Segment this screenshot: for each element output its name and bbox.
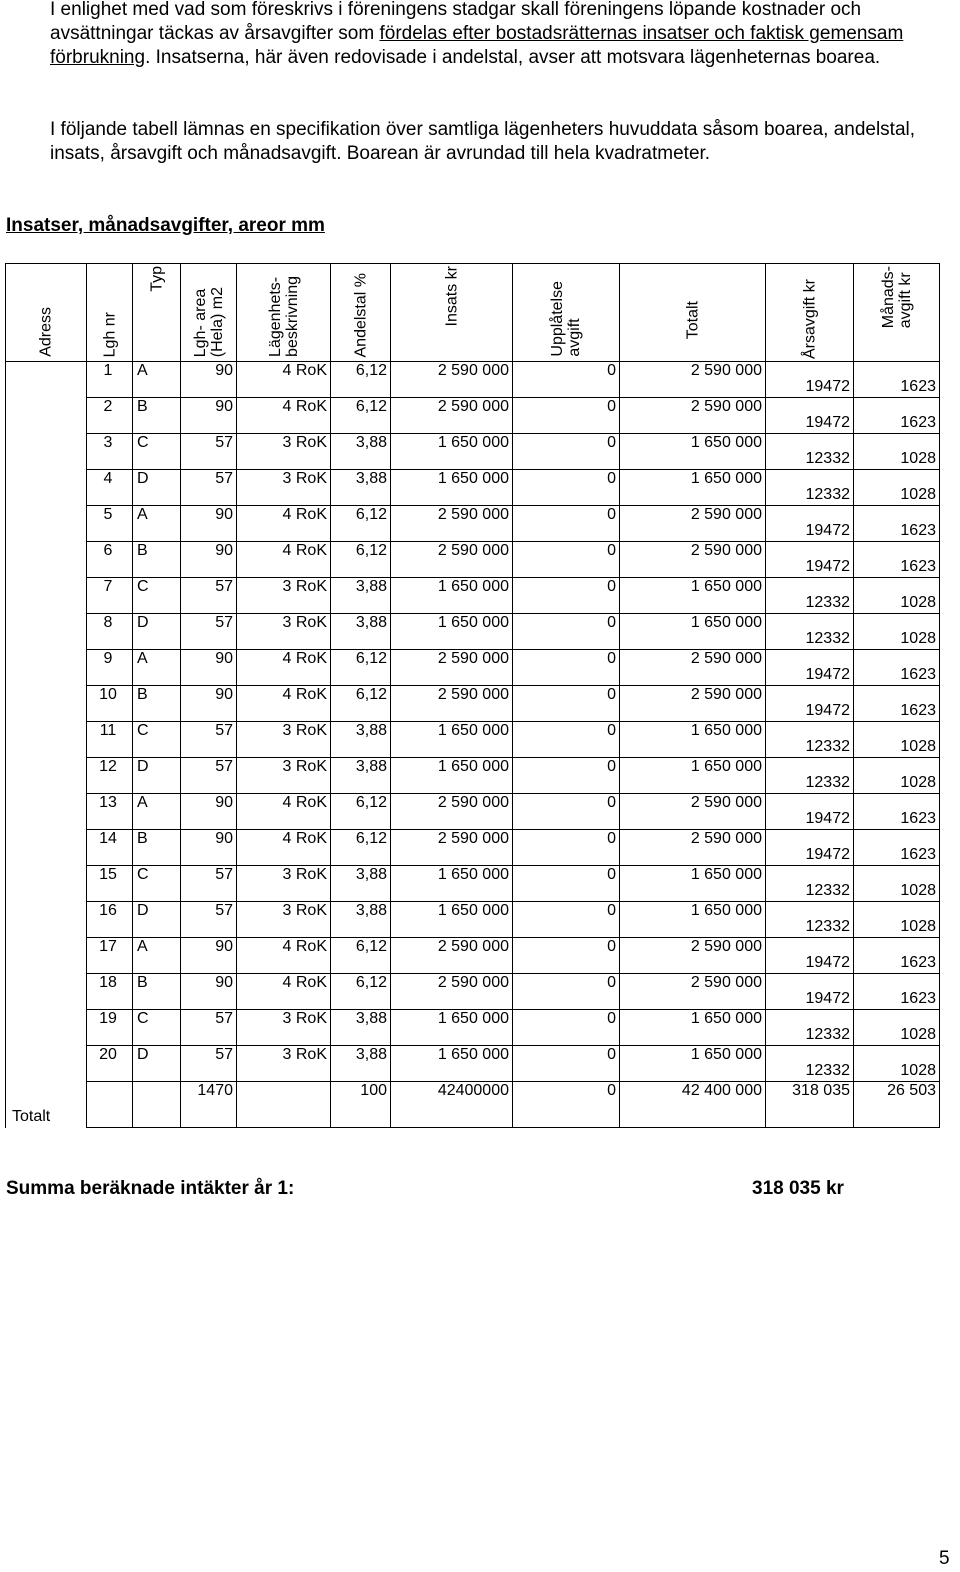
cell-man: 1623	[854, 830, 940, 866]
cell-ar: 19472	[766, 650, 854, 686]
cell-lgh: 20	[87, 1046, 133, 1082]
cell-man: 1028	[854, 614, 940, 650]
cell-totalt: 1 650 000	[620, 722, 766, 758]
cell-totalt: 2 590 000	[620, 542, 766, 578]
cell-man: 1028	[854, 434, 940, 470]
cell-ar: 19472	[766, 686, 854, 722]
cell-totalt: 1 650 000	[620, 758, 766, 794]
cell-area: 90	[181, 506, 237, 542]
cell-man: 1028	[854, 1010, 940, 1046]
cell-totalt: 1 650 000	[620, 866, 766, 902]
cell-man: 1623	[854, 398, 940, 434]
summary-value: 318 035 kr	[752, 1178, 844, 1199]
cell-ar: 19472	[766, 506, 854, 542]
intro-paragraph-1	[50, 0, 950, 70]
cell-totalt: 1 650 000	[620, 1010, 766, 1046]
cell-besk: 4 RoK	[237, 938, 331, 974]
cell-ar: 12332	[766, 470, 854, 506]
cell-uppl: 0	[513, 794, 620, 830]
cell-typ: C	[133, 434, 181, 470]
total-man: 26 503	[854, 1082, 940, 1128]
cell-andel: 3,88	[331, 470, 391, 506]
cell-typ: C	[133, 722, 181, 758]
cell-typ: D	[133, 614, 181, 650]
cell-andel: 3,88	[331, 866, 391, 902]
cell-ar: 12332	[766, 902, 854, 938]
cell-adress	[6, 650, 87, 686]
cell-man: 1028	[854, 722, 940, 758]
cell-ar: 12332	[766, 722, 854, 758]
cell-andel: 3,88	[331, 722, 391, 758]
cell-typ: B	[133, 830, 181, 866]
cell-totalt: 1 650 000	[620, 902, 766, 938]
table-row	[6, 1010, 940, 1046]
table-row	[6, 758, 940, 794]
cell-typ: D	[133, 470, 181, 506]
cell-man: 1623	[854, 794, 940, 830]
header-andelstal: Andelstal %	[331, 264, 391, 362]
cell-typ: C	[133, 1010, 181, 1046]
cell-totalt: 2 590 000	[620, 686, 766, 722]
apartment-spec-table	[5, 263, 940, 1128]
header-adress: Adress	[6, 264, 87, 362]
cell-adress	[6, 974, 87, 1010]
header-totalt: Totalt	[620, 264, 766, 362]
cell-adress	[6, 758, 87, 794]
cell-man: 1623	[854, 506, 940, 542]
header-lgh-nr: Lgh nr	[87, 264, 133, 362]
cell-besk: 3 RoK	[237, 722, 331, 758]
cell-andel: 3,88	[331, 614, 391, 650]
cell-lgh: 6	[87, 542, 133, 578]
cell-typ: D	[133, 902, 181, 938]
cell-andel: 3,88	[331, 1010, 391, 1046]
cell-uppl: 0	[513, 542, 620, 578]
cell-totalt: 2 590 000	[620, 974, 766, 1010]
cell-adress	[6, 722, 87, 758]
cell-lgh: 1	[87, 362, 133, 398]
table-row	[6, 722, 940, 758]
cell-lgh: 17	[87, 938, 133, 974]
cell-insats: 2 590 000	[391, 650, 513, 686]
cell-uppl: 0	[513, 866, 620, 902]
cell-besk: 4 RoK	[237, 398, 331, 434]
cell-uppl: 0	[513, 758, 620, 794]
cell-adress	[6, 902, 87, 938]
cell-typ: A	[133, 938, 181, 974]
total-area: 1470	[181, 1082, 237, 1128]
cell-insats: 2 590 000	[391, 974, 513, 1010]
cell-insats: 1 650 000	[391, 758, 513, 794]
cell-insats: 1 650 000	[391, 722, 513, 758]
total-empty	[133, 1082, 181, 1128]
section-title: Insatser, månadsavgifter, areor mm	[6, 215, 325, 236]
cell-besk: 4 RoK	[237, 362, 331, 398]
cell-man: 1028	[854, 902, 940, 938]
total-insats: 42400000	[391, 1082, 513, 1128]
cell-andel: 6,12	[331, 830, 391, 866]
cell-adress	[6, 578, 87, 614]
header-insats: Insats kr	[391, 264, 513, 362]
total-empty	[237, 1082, 331, 1128]
cell-area: 57	[181, 902, 237, 938]
intro-underlined-phrase: fördelas efter bostadsrätternas insatser och faktisk gemensam förbrukning	[50, 23, 904, 68]
cell-adress	[6, 938, 87, 974]
cell-uppl: 0	[513, 938, 620, 974]
cell-totalt: 1 650 000	[620, 614, 766, 650]
cell-lgh: 11	[87, 722, 133, 758]
cell-lgh: 16	[87, 902, 133, 938]
table-row	[6, 866, 940, 902]
cell-man: 1028	[854, 1046, 940, 1082]
cell-insats: 2 590 000	[391, 506, 513, 542]
total-empty	[87, 1082, 133, 1128]
cell-insats: 2 590 000	[391, 686, 513, 722]
cell-totalt: 2 590 000	[620, 398, 766, 434]
cell-typ: C	[133, 578, 181, 614]
cell-ar: 12332	[766, 758, 854, 794]
cell-ar: 19472	[766, 362, 854, 398]
cell-typ: B	[133, 686, 181, 722]
cell-andel: 6,12	[331, 650, 391, 686]
cell-andel: 6,12	[331, 686, 391, 722]
cell-besk: 4 RoK	[237, 974, 331, 1010]
cell-adress	[6, 506, 87, 542]
cell-adress	[6, 470, 87, 506]
cell-andel: 3,88	[331, 758, 391, 794]
cell-besk: 3 RoK	[237, 578, 331, 614]
cell-ar: 19472	[766, 938, 854, 974]
cell-totalt: 2 590 000	[620, 650, 766, 686]
table-row	[6, 542, 940, 578]
cell-uppl: 0	[513, 1046, 620, 1082]
cell-adress	[6, 830, 87, 866]
cell-lgh: 4	[87, 470, 133, 506]
table-row	[6, 506, 940, 542]
header-beskrivning: Lägenhets- beskrivning	[237, 264, 331, 362]
cell-typ: A	[133, 650, 181, 686]
cell-uppl: 0	[513, 434, 620, 470]
cell-totalt: 2 590 000	[620, 938, 766, 974]
cell-besk: 3 RoK	[237, 434, 331, 470]
cell-lgh: 12	[87, 758, 133, 794]
cell-area: 90	[181, 398, 237, 434]
cell-ar: 12332	[766, 434, 854, 470]
cell-lgh: 13	[87, 794, 133, 830]
cell-uppl: 0	[513, 650, 620, 686]
cell-besk: 3 RoK	[237, 902, 331, 938]
cell-uppl: 0	[513, 830, 620, 866]
header-typ: Typ	[133, 264, 181, 362]
cell-ar: 12332	[766, 866, 854, 902]
cell-ar: 19472	[766, 794, 854, 830]
cell-area: 57	[181, 614, 237, 650]
cell-man: 1623	[854, 938, 940, 974]
cell-besk: 3 RoK	[237, 470, 331, 506]
table-row	[6, 578, 940, 614]
cell-area: 90	[181, 362, 237, 398]
cell-ar: 19472	[766, 830, 854, 866]
cell-lgh: 15	[87, 866, 133, 902]
cell-man: 1028	[854, 578, 940, 614]
cell-lgh: 14	[87, 830, 133, 866]
cell-totalt: 1 650 000	[620, 1046, 766, 1082]
header-arsavgift: Årsavgift kr	[766, 264, 854, 362]
cell-totalt: 2 590 000	[620, 506, 766, 542]
cell-area: 90	[181, 938, 237, 974]
cell-insats: 1 650 000	[391, 866, 513, 902]
cell-area: 57	[181, 758, 237, 794]
cell-besk: 4 RoK	[237, 542, 331, 578]
table-row	[6, 650, 940, 686]
cell-typ: C	[133, 866, 181, 902]
cell-typ: D	[133, 1046, 181, 1082]
cell-typ: B	[133, 974, 181, 1010]
cell-lgh: 2	[87, 398, 133, 434]
cell-area: 57	[181, 1010, 237, 1046]
cell-adress	[6, 542, 87, 578]
cell-man: 1623	[854, 686, 940, 722]
cell-insats: 1 650 000	[391, 434, 513, 470]
cell-insats: 1 650 000	[391, 902, 513, 938]
table-total-row	[6, 1082, 940, 1128]
cell-adress	[6, 398, 87, 434]
cell-uppl: 0	[513, 614, 620, 650]
cell-adress	[6, 1010, 87, 1046]
cell-andel: 6,12	[331, 938, 391, 974]
cell-man: 1028	[854, 470, 940, 506]
total-totalt: 42 400 000	[620, 1082, 766, 1128]
page-number: 5	[939, 1548, 950, 1569]
cell-adress	[6, 434, 87, 470]
cell-area: 90	[181, 542, 237, 578]
cell-adress	[6, 686, 87, 722]
cell-insats: 2 590 000	[391, 362, 513, 398]
cell-andel: 3,88	[331, 578, 391, 614]
cell-totalt: 2 590 000	[620, 362, 766, 398]
cell-man: 1623	[854, 542, 940, 578]
cell-adress	[6, 794, 87, 830]
cell-area: 57	[181, 434, 237, 470]
cell-insats: 1 650 000	[391, 578, 513, 614]
cell-lgh: 8	[87, 614, 133, 650]
cell-besk: 4 RoK	[237, 686, 331, 722]
cell-area: 57	[181, 866, 237, 902]
cell-lgh: 18	[87, 974, 133, 1010]
cell-adress	[6, 362, 87, 398]
cell-uppl: 0	[513, 362, 620, 398]
cell-insats: 1 650 000	[391, 614, 513, 650]
header-upplatelse: Upplåtelse avgift	[513, 264, 620, 362]
cell-area: 90	[181, 686, 237, 722]
cell-insats: 2 590 000	[391, 794, 513, 830]
cell-uppl: 0	[513, 470, 620, 506]
cell-man: 1623	[854, 362, 940, 398]
cell-besk: 4 RoK	[237, 506, 331, 542]
summary-label: Summa beräknade intäkter år 1:	[6, 1178, 295, 1199]
cell-besk: 4 RoK	[237, 830, 331, 866]
table-row	[6, 470, 940, 506]
cell-uppl: 0	[513, 722, 620, 758]
cell-besk: 3 RoK	[237, 1046, 331, 1082]
cell-totalt: 1 650 000	[620, 470, 766, 506]
cell-area: 90	[181, 830, 237, 866]
cell-area: 57	[181, 1046, 237, 1082]
cell-insats: 1 650 000	[391, 470, 513, 506]
cell-area: 57	[181, 470, 237, 506]
cell-man: 1028	[854, 866, 940, 902]
table-row	[6, 902, 940, 938]
table-row	[6, 938, 940, 974]
cell-typ: A	[133, 362, 181, 398]
cell-totalt: 1 650 000	[620, 578, 766, 614]
intro-paragraph-1-part-b: . Insatserna, här även redovisade i andelstal, avser att motsvara lägenheternas boarea.	[145, 47, 881, 68]
cell-insats: 2 590 000	[391, 542, 513, 578]
cell-adress	[6, 1046, 87, 1082]
cell-typ: A	[133, 506, 181, 542]
header-area: Lgh- area (Hela) m2	[181, 264, 237, 362]
cell-andel: 6,12	[331, 398, 391, 434]
cell-typ: B	[133, 398, 181, 434]
cell-area: 57	[181, 578, 237, 614]
cell-andel: 6,12	[331, 794, 391, 830]
table-row	[6, 1046, 940, 1082]
cell-uppl: 0	[513, 974, 620, 1010]
cell-man: 1028	[854, 758, 940, 794]
cell-besk: 3 RoK	[237, 614, 331, 650]
table-row	[6, 794, 940, 830]
cell-besk: 3 RoK	[237, 1010, 331, 1046]
cell-insats: 2 590 000	[391, 398, 513, 434]
cell-besk: 4 RoK	[237, 650, 331, 686]
intro-paragraph-1-part-a: I enlighet med vad som föreskrivs i föreningens stadgar skall föreningens löpande kostnader och avsättningar täckas av årsavgifter som	[50, 0, 862, 44]
cell-adress	[6, 614, 87, 650]
cell-ar: 12332	[766, 578, 854, 614]
cell-ar: 19472	[766, 542, 854, 578]
table-row	[6, 434, 940, 470]
cell-ar: 12332	[766, 1046, 854, 1082]
table-row	[6, 362, 940, 398]
cell-ar: 12332	[766, 1010, 854, 1046]
cell-andel: 3,88	[331, 434, 391, 470]
cell-andel: 6,12	[331, 542, 391, 578]
cell-andel: 3,88	[331, 1046, 391, 1082]
cell-ar: 19472	[766, 974, 854, 1010]
cell-lgh: 19	[87, 1010, 133, 1046]
table-row	[6, 614, 940, 650]
cell-besk: 4 RoK	[237, 794, 331, 830]
cell-area: 57	[181, 722, 237, 758]
table-row	[6, 686, 940, 722]
cell-uppl: 0	[513, 686, 620, 722]
cell-uppl: 0	[513, 578, 620, 614]
cell-adress	[6, 866, 87, 902]
total-label: Totalt	[6, 1082, 87, 1128]
cell-andel: 3,88	[331, 902, 391, 938]
cell-man: 1623	[854, 974, 940, 1010]
cell-insats: 1 650 000	[391, 1046, 513, 1082]
table-header-row	[6, 264, 940, 362]
cell-totalt: 2 590 000	[620, 794, 766, 830]
cell-ar: 12332	[766, 614, 854, 650]
total-uppl: 0	[513, 1082, 620, 1128]
cell-uppl: 0	[513, 398, 620, 434]
cell-uppl: 0	[513, 902, 620, 938]
table-row	[6, 398, 940, 434]
intro-paragraph-2: I följande tabell lämnas en specifikation över samtliga lägenheters huvuddata såsom boarea, andelstal, insats, årsavgift och månadsavgift. Boarean är avrundad till hela kvadratmeter.	[50, 119, 916, 164]
cell-man: 1623	[854, 650, 940, 686]
cell-typ: A	[133, 794, 181, 830]
cell-insats: 2 590 000	[391, 938, 513, 974]
cell-insats: 1 650 000	[391, 1010, 513, 1046]
cell-lgh: 7	[87, 578, 133, 614]
cell-besk: 3 RoK	[237, 866, 331, 902]
cell-lgh: 9	[87, 650, 133, 686]
table-row	[6, 830, 940, 866]
cell-area: 90	[181, 650, 237, 686]
cell-typ: B	[133, 542, 181, 578]
total-andel: 100	[331, 1082, 391, 1128]
cell-lgh: 10	[87, 686, 133, 722]
cell-area: 90	[181, 974, 237, 1010]
total-ar: 318 035	[766, 1082, 854, 1128]
cell-insats: 2 590 000	[391, 830, 513, 866]
cell-andel: 6,12	[331, 362, 391, 398]
cell-lgh: 5	[87, 506, 133, 542]
cell-totalt: 1 650 000	[620, 434, 766, 470]
header-manadsavgift: Månads- avgift kr	[854, 264, 940, 362]
cell-totalt: 2 590 000	[620, 830, 766, 866]
table-row	[6, 974, 940, 1010]
cell-area: 90	[181, 794, 237, 830]
cell-andel: 6,12	[331, 974, 391, 1010]
cell-besk: 3 RoK	[237, 758, 331, 794]
cell-lgh: 3	[87, 434, 133, 470]
cell-uppl: 0	[513, 506, 620, 542]
cell-ar: 19472	[766, 398, 854, 434]
cell-typ: D	[133, 758, 181, 794]
cell-andel: 6,12	[331, 506, 391, 542]
cell-uppl: 0	[513, 1010, 620, 1046]
